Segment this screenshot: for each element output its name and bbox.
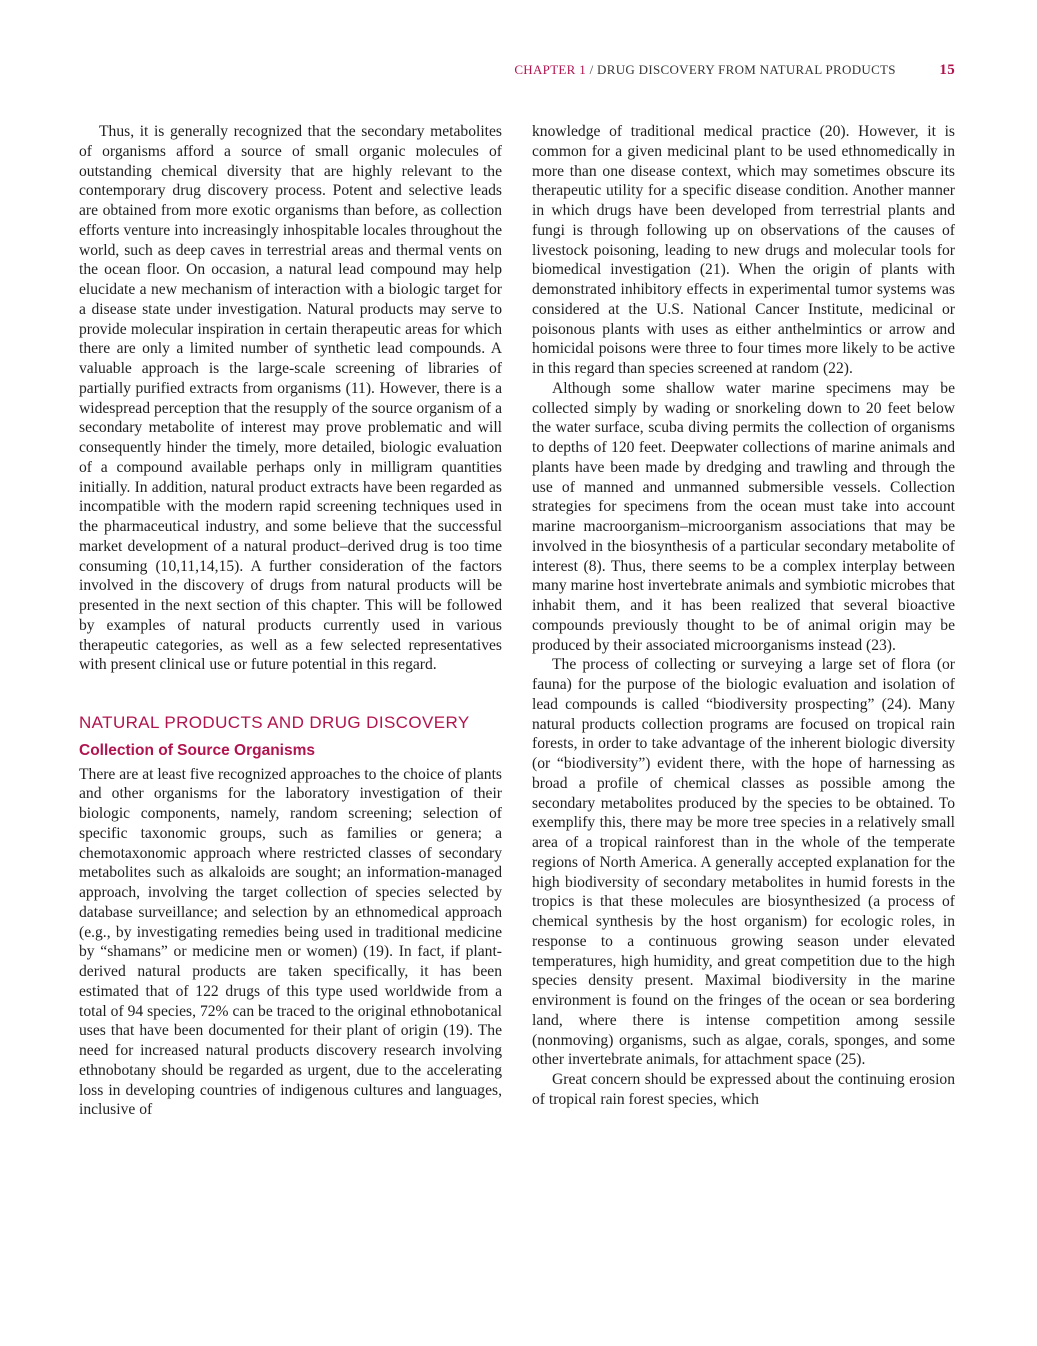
paragraph: knowledge of traditional medical practice (20). However, it is common for a given medicinal plant to be used ethnomedically in more than one disease context, which may sometimes obscure its therapeutic utility for a specific disease condition. Another manner in which drugs have been developed from terrestrial plants and fungi is through following up on observations of the causes of livestock poisoning, leading to new drugs and molecular tools for biomedical investigation (21). When the origin of plants with demonstrated inhibitory effects in experimental tumor systems was considered at the U.S. National Cancer Institute, medicinal or poisonous plants with uses as either anthelmintics or arrow and homicidal poisons were three to four times more likely to be active in this regard than species screened at random (22). xyxy=(532,123,955,377)
section-heading: NATURAL PRODUCTS AND DRUG DISCOVERY xyxy=(79,713,470,732)
paragraph: Thus, it is generally recognized that the secondary metabolites of organisms afford a source of small organic molecules of outstanding chemical diversity that are highly relevant to the contemporary drug discovery process. Potent and selective leads are obtained from more exotic organisms than before, as collection efforts venture into increasingly inhospitable locales throughout the world, such as deep caves in terrestrial areas and thermal vents on the ocean floor. On occasion, a natural lead compound may help elucidate a new mechanism of interaction with a biologic target for a disease state under investigation. Natural products may serve to provide molecular inspiration in certain therapeutic areas for which there are only a limited number of synthetic lead compounds. A valuable approach is the large-scale screening of libraries of partially purified extracts from organisms (11). However, there is a widespread perception that the resupply of the source organism of a secondary metabolite of interest may prove problematic and will consequently hinder the timely, more detailed, biologic evaluation of a compound available perhaps only in milligram quantities initially. In addition, natural product extracts have been regarded as incompatible with the modern rapid screening techniques used in the pharmaceutical industry, and some believe that the successful market development of a natural product–derived drug is too time consuming (10,11,14,15). A further consideration of the factors involved in the discovery of drugs from natural products will be presented in the next section of this chapter. This will be followed by examples of natural products currently used in various therapeutic categories, as well as a few selected representatives with present clinical use or future potential in this regard. xyxy=(79,123,502,674)
left-column xyxy=(79,122,502,1120)
header-separator: / xyxy=(589,62,594,77)
chapter-label: CHAPTER 1 xyxy=(514,62,586,77)
subsection-heading: Collection of Source Organisms xyxy=(79,741,315,759)
running-head xyxy=(480,62,955,79)
page-number: 15 xyxy=(939,62,955,78)
chapter-title: DRUG DISCOVERY FROM NATURAL PRODUCTS xyxy=(597,62,896,77)
right-column xyxy=(532,122,955,1110)
paragraph: There are at least five recognized approaches to the choice of plants and other organisms for the laboratory investigation of their biologic components, namely, random screening; selection of specific taxonomic groups, such as families or genera; a chemotaxonomic approach where restricted classes of secondary metabolites such as alkaloids are sought; an information-managed approach, involving the target collection of species selected by database surveillance; and selection by an ethnomedical approach (e.g., by investigating remedies being used in traditional medicine by “shamans” or medicine men or women) (19). In fact, if plant-derived natural products are taken specifically, it has been estimated that of 122 drugs of this type used worldwide from a total of 94 species, 72% can be traced to the original ethnobotanical uses that have been documented for their plant of origin (19). The need for increased natural products discovery research involving ethnobotany should be regarded as urgent, due to the accelerating loss in developing countries of indigenous cultures and languages, inclusive of xyxy=(79,765,502,1119)
paragraph: Great concern should be expressed about the continuing erosion of tropical rain forest species, which xyxy=(532,1071,955,1108)
paragraph: Although some shallow water marine specimens may be collected simply by wading or snorkeling down to 20 feet below the water surface, scuba diving permits the collection of organisms to depths of 120 feet. Deepwater collections of marine animals and plants have been made by dredging and trawling and through the use of manned and unmanned submersible vessels. Collection strategies for specimens from the ocean must take into account marine macroorganism–microorganism associations that may be involved in the biosynthesis of a particular secondary metabolite of interest (8). Thus, there seems to be a complex interplay between many marine host invertebrate animals and symbiotic microbes that inhabit them, and it has been realized that several bioactive compounds previously thought to be of animal origin may be produced by their associated microorganisms instead (23). xyxy=(532,379,955,654)
paragraph: The process of collecting or surveying a large set of flora (or fauna) for the purpose of the biologic evaluation and isolation of lead compounds is called “biodiversity prospecting” (24). Many natural products collection programs are focused on tropical rain forests, in order to take advantage of the inherent biologic diversity (or “biodiversity”) evident there, with the hope of harnessing as broad a profile of chemical classes as possible among the secondary metabolites produced by the species to be obtained. To exemplify this, there may be more tree species in a relatively small area of a tropical rainforest than in the whole of the temperate regions of North America. A generally accepted explanation for the high biodiversity of secondary metabolites in humid forests in the tropics is that these molecules are biosynthesized (a process of chemical synthesis by the host organism) for ecologic roles, in response to a continuous growing season under elevated temperatures, high humidity, and great competition due to the high species density present. Maximal biodiversity in the marine environment is found on the fringes of the ocean or sea bordering land, where there is intense competition among sessile (nonmoving) organisms, such as algae, corals, sponges, and some other invertebrate animals, for attachment space (25). xyxy=(532,656,955,1069)
